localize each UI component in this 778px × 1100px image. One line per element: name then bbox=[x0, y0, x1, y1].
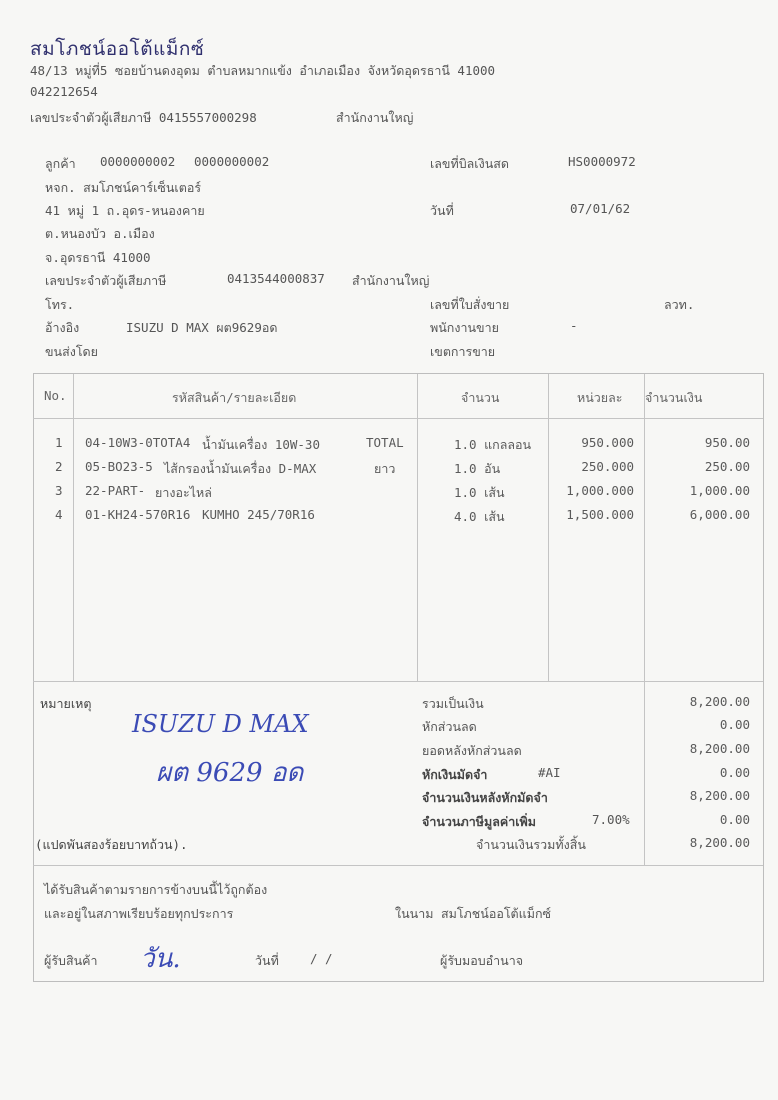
table-body-divider bbox=[33, 681, 763, 682]
table-row bbox=[0, 435, 778, 457]
company-address: 48/13 หมู่ที่5 ซอยบ้านดงอุดม ตำบลหมากแข้ง อำเภอเมือง จังหวัดอุดรธานี 41000 bbox=[30, 63, 496, 78]
sales-zone-label: เขตการขาย bbox=[430, 344, 496, 359]
table-row bbox=[0, 507, 778, 529]
row-desc: ไส้กรองน้ำมันเครื่อง D-MAX bbox=[164, 461, 317, 476]
row-code: 01-KH24-570R16 bbox=[85, 507, 191, 522]
customer-name: หจก. สมโภชน์คาร์เซ็นเตอร์ bbox=[45, 180, 202, 195]
row-code: 22-PART- bbox=[85, 483, 146, 498]
reference-value: ISUZU D MAX ผต9629อด bbox=[126, 320, 278, 335]
total-value: 8,200.00 bbox=[689, 835, 750, 850]
salesperson-value: - bbox=[570, 318, 578, 333]
after-discount-value: 8,200.00 bbox=[689, 741, 750, 756]
subtotal-label: รวมเป็นเงิน bbox=[422, 696, 484, 711]
header-unit-price: หน่วยละ bbox=[577, 390, 623, 405]
row-qty: 1.0 เส้น bbox=[454, 485, 505, 500]
discount-value: 0.00 bbox=[719, 717, 750, 732]
header-amount: จำนวนเงิน bbox=[645, 390, 703, 405]
handwritten-note-1: ISUZU D MAX bbox=[132, 710, 309, 738]
summary-divider bbox=[33, 865, 763, 866]
row-extra: ยาว bbox=[374, 461, 396, 476]
after-discount-label: ยอดหลังหักส่วนลด bbox=[422, 743, 522, 758]
received-statement-1: ได้รับสินค้าตามรายการข้างบนนี้ไว้ถูกต้อง bbox=[44, 882, 268, 897]
company-tax-id: เลขประจำตัวผู้เสียภาษี 0415557000298 bbox=[30, 110, 257, 125]
row-amount: 250.00 bbox=[704, 459, 750, 474]
date-value: 07/01/62 bbox=[570, 201, 631, 216]
company-name: สมโภชน์ออโต้แม็กซ์ bbox=[30, 38, 205, 60]
row-desc: KUMHO 245/70R16 bbox=[202, 507, 315, 522]
received-statement-2: และอยู่ในสภาพเรียบร้อยทุกประการ bbox=[44, 906, 234, 921]
customer-code-2: 0000000002 bbox=[194, 154, 270, 169]
row-code: 05-BO23-5 bbox=[85, 459, 153, 474]
receiver-signature: วัน. bbox=[140, 944, 181, 974]
after-deposit-label: จำนวนเงินหลังหักมัดจำ bbox=[422, 790, 548, 805]
salesperson-label: พนักงานขาย bbox=[430, 320, 499, 335]
reference-label: อ้างอิง bbox=[45, 320, 80, 335]
customer-address-1: 41 หมู่ 1 ถ.อุดร-หนองคาย bbox=[45, 203, 205, 218]
row-no: 2 bbox=[55, 459, 63, 474]
vat-label: จำนวนภาษีมูลค่าเพิ่ม bbox=[422, 814, 536, 829]
deposit-label: หักเงินมัดจำ bbox=[422, 767, 488, 782]
credit-label: ลวท. bbox=[664, 297, 695, 312]
customer-branch: สำนักงานใหญ่ bbox=[352, 273, 430, 288]
receiver-label: ผู้รับสินค้า bbox=[44, 953, 98, 968]
row-qty: 4.0 เส้น bbox=[454, 509, 505, 524]
customer-tax-id: 0413544000837 bbox=[227, 271, 325, 286]
remarks-label: หมายเหตุ bbox=[40, 696, 92, 711]
row-price: 1,000.000 bbox=[566, 483, 634, 498]
amount-in-words: (แปดพันสองร้อยบาทถ้วน). bbox=[35, 837, 188, 852]
customer-tax-label: เลขประจำตัวผู้เสียภาษี bbox=[45, 273, 167, 288]
header-description: รหัสสินค้า/รายละเอียด bbox=[172, 390, 297, 405]
date-label: วันที่ bbox=[430, 203, 454, 218]
row-extra: TOTAL bbox=[366, 435, 404, 450]
row-qty: 1.0 อัน bbox=[454, 461, 501, 476]
deposit-code: #AI bbox=[538, 765, 561, 780]
discount-label: หักส่วนลด bbox=[422, 719, 477, 734]
customer-address-2: ต.หนองบัว อ.เมือง bbox=[45, 226, 155, 241]
deposit-value: 0.00 bbox=[719, 765, 750, 780]
row-amount: 1,000.00 bbox=[689, 483, 750, 498]
row-no: 4 bbox=[55, 507, 63, 522]
table-row bbox=[0, 483, 778, 505]
row-no: 1 bbox=[55, 435, 63, 450]
receive-date-blank: / / bbox=[310, 951, 333, 966]
vat-rate: 7.00% bbox=[592, 812, 630, 827]
after-deposit-value: 8,200.00 bbox=[689, 788, 750, 803]
subtotal-value: 8,200.00 bbox=[689, 694, 750, 709]
order-label: เลขที่ใบสั่งขาย bbox=[430, 297, 510, 312]
company-branch: สำนักงานใหญ่ bbox=[336, 110, 414, 125]
customer-phone-label: โทร. bbox=[45, 297, 75, 312]
row-price: 1,500.000 bbox=[566, 507, 634, 522]
row-price: 250.000 bbox=[581, 459, 634, 474]
row-no: 3 bbox=[55, 483, 63, 498]
bill-number: HS0000972 bbox=[568, 154, 636, 169]
table-header-divider bbox=[33, 418, 763, 419]
company-phone: 042212654 bbox=[30, 84, 98, 99]
row-desc: ยางอะไหล่ bbox=[155, 485, 212, 500]
bill-label: เลขที่บิลเงินสด bbox=[430, 156, 509, 171]
authorized-label: ผู้รับมอบอำนาจ bbox=[440, 953, 524, 968]
header-no: No. bbox=[44, 388, 67, 403]
customer-label: ลูกค้า bbox=[45, 156, 76, 171]
on-behalf-of: ในนาม สมโภชน์ออโต้แม็กซ์ bbox=[395, 906, 552, 921]
row-price: 950.000 bbox=[581, 435, 634, 450]
receive-date-label: วันที่ bbox=[255, 953, 279, 968]
row-amount: 6,000.00 bbox=[689, 507, 750, 522]
row-qty: 1.0 แกลลอน bbox=[454, 437, 532, 452]
customer-address-3: จ.อุดรธานี 41000 bbox=[45, 250, 151, 265]
row-desc: น้ำมันเครื่อง 10W-30 bbox=[202, 437, 320, 452]
row-code: 04-10W3-0TOTA4 bbox=[85, 435, 191, 450]
shipping-label: ขนส่งโดย bbox=[45, 344, 98, 359]
total-label: จำนวนเงินรวมทั้งสิ้น bbox=[476, 837, 586, 852]
row-amount: 950.00 bbox=[704, 435, 750, 450]
customer-code-1: 0000000002 bbox=[100, 154, 176, 169]
table-row bbox=[0, 459, 778, 481]
vat-value: 0.00 bbox=[719, 812, 750, 827]
header-quantity: จำนวน bbox=[461, 390, 500, 405]
handwritten-note-2: ผต 9629 อด bbox=[156, 758, 304, 788]
